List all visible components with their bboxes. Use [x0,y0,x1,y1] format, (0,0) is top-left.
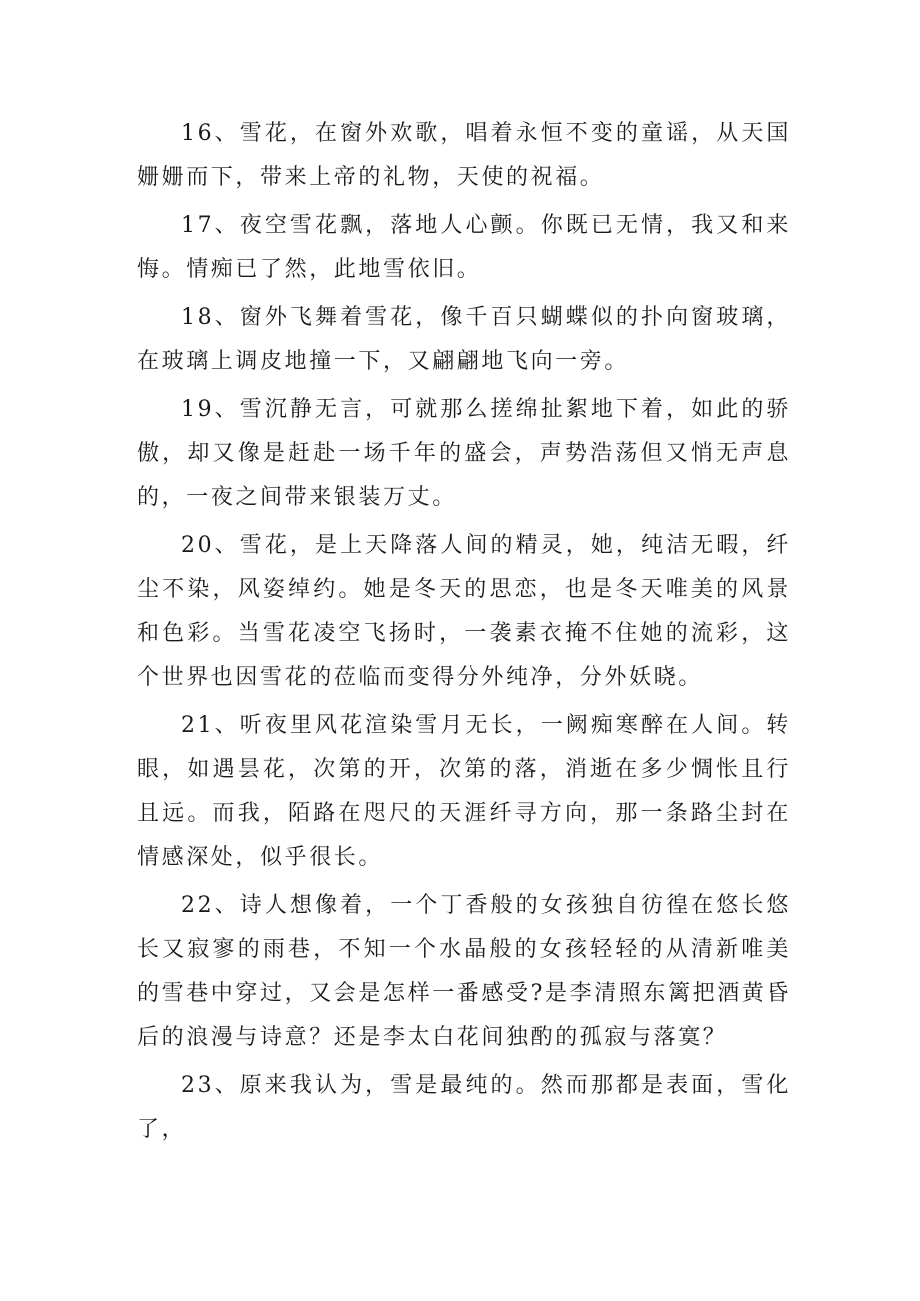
document-body [137,112,791,1156]
paragraph-19: 19、雪沉静无言，可就那么搓绵扯絮地下着，如此的骄傲，却又像是赶赴一场千年的盛会，声势浩荡但又悄无声息的，一夜之间带来银装万丈。 [137,397,791,510]
paragraph-18: 18、窗外飞舞着雪花，像千百只蝴蝶似的扑向窗玻璃，在玻璃上调皮地撞一下，又翩翩地飞向一旁。 [137,305,791,374]
paragraph-20: 20、雪花，是上天降落人间的精灵，她，纯洁无暇，纤尘不染，风姿绰约。她是冬天的思恋，也是冬天唯美的风景和色彩。当雪花凌空飞扬时，一袭素衣掩不住她的流彩，这个世界也因雪花的莅临而变得分外纯净，分外妖晓。 [137,533,791,690]
paragraph-23: 23、原来我认为，雪是最纯的。然而那都是表面，雪化了， [137,1073,791,1142]
paragraph-16: 16、雪花，在窗外欢歌，唱着永恒不变的童谣，从天国姗姗而下，带来上帝的礼物，天使的祝福。 [137,121,791,190]
paragraph-22: 22、诗人想像着，一个丁香般的女孩独自彷徨在悠长悠长又寂寥的雨巷，不知一个水晶般的女孩轻轻的从清新唯美的雪巷中穿过，又会是怎样一番感受?是李清照东篱把酒黄昏后的浪漫与诗意？还是李太白花间独酌的孤寂与落寞？ [137,893,791,1050]
paragraph-21: 21、听夜里风花渲染雪月无长，一阙痴寒醉在人间。转眼，如遇昙花，次第的开，次第的落，消逝在多少惆怅且行且远。而我，陌路在咫尺的天涯纤寻方向，那一条路尘封在情感深处，似乎很长。 [137,713,791,870]
paragraph-17: 17、夜空雪花飘，落地人心颤。你既已无情，我又和来悔。情痴已了然，此地雪依旧。 [137,213,791,282]
